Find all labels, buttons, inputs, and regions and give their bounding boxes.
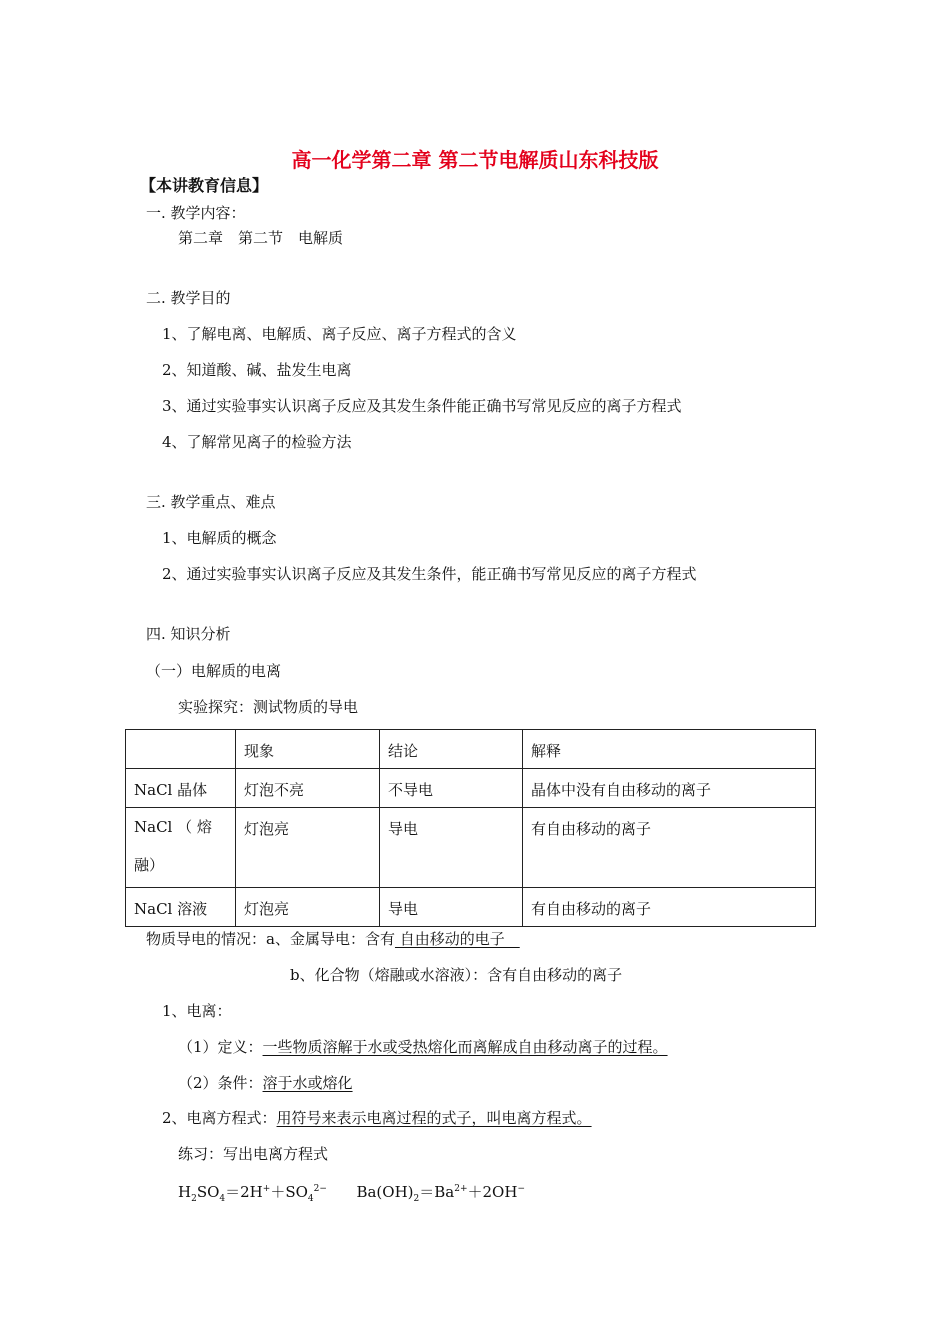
table-cell: 灯泡亮 xyxy=(236,888,380,927)
table-cell: NaCl 溶液 xyxy=(126,888,236,927)
table-cell: NaCl （ 熔融） xyxy=(126,808,236,888)
table-row xyxy=(126,769,816,808)
ionization-heading: 1、电离： xyxy=(162,1002,232,1020)
table-cell: 灯泡不亮 xyxy=(236,769,380,808)
table-header xyxy=(126,730,236,769)
equation-2: $Ba(OH)_2=Ba^{2+}+2OH^-$ xyxy=(356,1183,525,1204)
table-cell: 有自由移动的离子 xyxy=(523,808,816,888)
fill-answer: 用符号来表示电离过程的式子，叫电离方程式。 xyxy=(276,1109,592,1127)
condition-label: （2）条件： xyxy=(178,1074,263,1092)
keypoint-item: 2、通过实验事实认识离子反应及其发生条件，能正确书写常见反应的离子方程式 xyxy=(162,565,697,583)
equation-1: $H_2SO_4=2H^++SO_4^{2-}$ xyxy=(178,1183,327,1204)
table-header: 现象 xyxy=(236,730,380,769)
fill-answer: 溶于水或熔化 xyxy=(262,1074,353,1092)
objective-item: 4、了解常见离子的检验方法 xyxy=(162,433,352,451)
table-cell: 灯泡亮 xyxy=(236,808,380,888)
section-1-heading: 一. 教学内容： xyxy=(146,204,246,222)
table-cell: 导电 xyxy=(380,888,523,927)
section-3-heading: 三. 教学重点、难点 xyxy=(146,493,276,511)
fill-answer: 自由移动的电子 xyxy=(394,930,520,948)
page-title: 高一化学第二章 第二节电解质山东科技版 xyxy=(291,148,659,172)
table-header: 解释 xyxy=(523,730,816,769)
keypoint-item: 1、电解质的概念 xyxy=(162,529,277,547)
conduction-line-b: b、化合物（熔融或水溶液）：含有自由移动的离子 xyxy=(290,966,623,984)
subsection-heading: （一）电解质的电离 xyxy=(146,662,282,680)
conduction-line-a xyxy=(146,929,520,949)
definition-label: （1）定义： xyxy=(178,1038,263,1056)
equation-definition-line xyxy=(162,1108,592,1128)
info-heading: 【本讲教育信息】 xyxy=(140,176,269,195)
equation-label: 2、电离方程式： xyxy=(162,1109,277,1127)
objective-item: 2、知道酸、碱、盐发生电离 xyxy=(162,361,352,379)
objective-item: 1、了解电离、电解质、离子反应、离子方程式的含义 xyxy=(162,325,517,343)
conduction-line-a-text: 物质导电的情况：a、金属导电：含有 xyxy=(146,930,395,948)
table-header: 结论 xyxy=(380,730,523,769)
table-cell: 导电 xyxy=(380,808,523,888)
section-2-heading: 二. 教学目的 xyxy=(146,289,231,307)
table-cell: 不导电 xyxy=(380,769,523,808)
table-cell: NaCl 晶体 xyxy=(126,769,236,808)
table-cell: 有自由移动的离子 xyxy=(523,888,816,927)
experiment-table xyxy=(125,729,816,927)
ionization-equations xyxy=(178,1182,525,1202)
condition-line xyxy=(178,1073,353,1093)
definition-line xyxy=(178,1037,668,1057)
section-1-content: 第二章 第二节 电解质 xyxy=(178,229,344,247)
table-header-row xyxy=(126,730,816,769)
section-4-heading: 四. 知识分析 xyxy=(146,625,231,643)
table-row xyxy=(126,888,816,927)
experiment-label: 实验探究：测试物质的导电 xyxy=(178,698,359,716)
table-row xyxy=(126,808,816,888)
fill-answer: 一些物质溶解于水或受热熔化而离解成自由移动离子的过程。 xyxy=(262,1038,668,1056)
practice-label: 练习：写出电离方程式 xyxy=(178,1145,329,1163)
table-cell: 晶体中没有自由移动的离子 xyxy=(523,769,816,808)
objective-item: 3、通过实验事实认识离子反应及其发生条件能正确书写常见反应的离子方程式 xyxy=(162,397,682,415)
